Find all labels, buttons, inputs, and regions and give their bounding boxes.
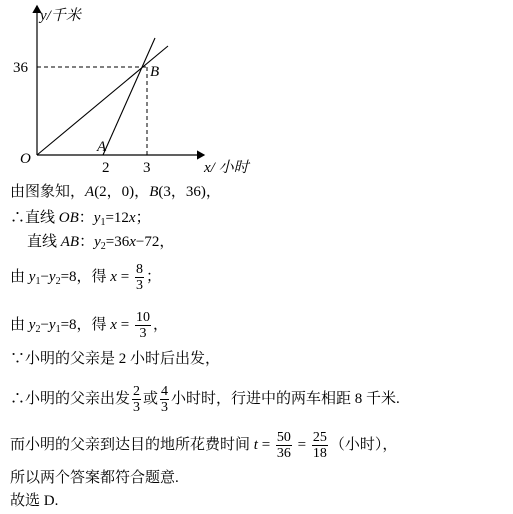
solution-line-8: 而小明的父亲到达目的地所花费时间 t = $\frac{50}{36}$ = $\frac{25}{18}$ （小时）， <box>10 430 398 461</box>
fraction-4-3: $\frac{4}{3}$ <box>161 384 169 415</box>
x-tick-2: 2 <box>102 160 110 176</box>
x-axis-label: x/ 小时 <box>204 160 249 176</box>
distance-time-graph <box>0 0 513 180</box>
solution-line-4: 由 $y_1-y_2=8$，得 x = $\frac{8}{3}$ ； <box>10 262 161 293</box>
fraction-25-18: $\frac{25}{18}$ <box>312 430 327 461</box>
origin-label: O <box>20 151 31 167</box>
solution-line-2: ∴直线 OB：$y_1=12x$； <box>10 210 151 228</box>
point-A-label: A <box>97 139 107 155</box>
fraction-8-3: $\frac{8}{3}$ <box>135 262 143 293</box>
solution-line-3: 直线 AB：$y_2=36x-72$， <box>27 234 175 252</box>
solution-line-10: 故选 D. <box>10 493 59 509</box>
fraction-2-3: $\frac{2}{3}$ <box>133 384 141 415</box>
solution-line-7: ∴小明的父亲出发 $\frac{2}{3}$ 或 $\frac{4}{3}$ 小时时，行进中的两车相距 8 千米. <box>10 384 400 415</box>
solution-line-5: 由 $y_2-y_1=8$，得 x = $\frac{10}{3}$ ， <box>10 310 168 341</box>
fraction-10-3: $\frac{10}{3}$ <box>135 310 150 341</box>
solution-line-6: ∵小明的父亲是 2 小时后出发， <box>10 351 221 367</box>
y-axis-label: y/千米 <box>40 8 81 24</box>
y-tick-36: 36 <box>13 60 28 76</box>
solution-line-9: 所以两个答案都符合题意. <box>10 470 179 486</box>
fraction-50-36: $\frac{50}{36}$ <box>276 430 291 461</box>
solution-line-1: 由图象知，A(2，0)，B(3，36)， <box>10 184 221 200</box>
x-tick-3: 3 <box>143 160 151 176</box>
point-B-label: B <box>150 64 160 80</box>
